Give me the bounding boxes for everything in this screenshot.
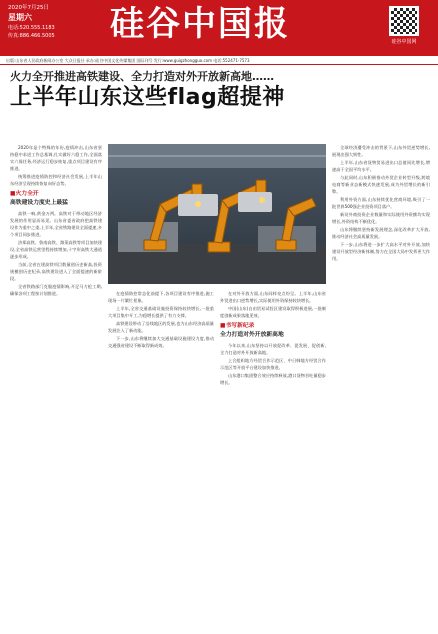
publisher-info-bar: 出版:山东省人民政府新闻办公室 大众日报社 承办:硅谷中国文化传媒集团 国际刊号 发行:www.guigzhongguo.com 电话:552471-7573 bbox=[0, 56, 438, 65]
paragraph: 上半年,山东省货物贸易进出口总值同比增长,增速高于全国平均水平。 bbox=[332, 160, 430, 172]
paragraph: 高铁建设带动了沿线地区的发展,也为山东经济高质量发展注入了新动能。 bbox=[108, 321, 214, 333]
qr-code-icon bbox=[389, 6, 419, 36]
paragraph: 利用外资方面,山东持续优化营商环境,吸引了一批世界500强企业投资项目落户。 bbox=[332, 197, 430, 209]
paragraph: 在对外开放方面,山东同样亮点纷呈。上半年,山东省外贸进出口逆势增长,实际使用外资保持较快增长。 bbox=[220, 291, 326, 303]
paragraph: 下一步,山东将继续加大交通基础设施建设力度,推动交通强省建设不断取得新成效。 bbox=[108, 336, 214, 348]
paragraph: 高铁一响,黄金万两。高铁对于带动地区经济发展的作用显而易见。山东省委省政府把高铁建设作为重中之重,上半年,全省铁路建设全面提速,多个项目同步推进。 bbox=[10, 211, 102, 237]
article-column-2 bbox=[108, 290, 214, 626]
newspaper-logo: 硅谷中国报 bbox=[110, 4, 290, 44]
paragraph: 济郑高铁、鲁南高铁、潍莱高铁等项目加快建设,全省高铁运营里程持续增加,十字形高铁大通道逐步形成。 bbox=[10, 240, 102, 259]
paragraph: 与此同时,山东积极推动外贸企业转型升级,跨境电商等新业态新模式快速发展,成为外贸增长的新引擎。 bbox=[332, 175, 430, 194]
paragraph: 2020年是个特殊的年份,疫情冲击,山东省坚持稳中求进工作总基调,扎实做好六稳工作,全面落实六保任务,经济运行稳步恢复,重点项目建设有序推进。 bbox=[10, 145, 102, 171]
edition-block bbox=[378, 6, 430, 50]
article-headline: 上半年山东这些flag超提神 bbox=[10, 85, 285, 110]
masthead bbox=[0, 0, 438, 56]
article-column-3 bbox=[220, 290, 326, 626]
paragraph: 全球经济遭受冲击的背景下,山东外贸逆势增长,展现出强大韧性。 bbox=[332, 145, 430, 157]
factory-photo bbox=[108, 144, 326, 284]
paragraph: 山东将继续坚持新发展理念,深化改革扩大开放,推动经济社会高质量发展。 bbox=[332, 227, 430, 239]
paragraph: 新设外商投资企业数量和实际使用外资额均实现增长,外资结构不断优化。 bbox=[332, 212, 430, 224]
section-title-2: ■书写新纪录 bbox=[220, 323, 255, 329]
paragraph: 上半年,全省交通基础设施投资保持较快增长,一批重大项目集中开工,为稳增长提供了有力支撑。 bbox=[108, 306, 214, 318]
paragraph: 当前,全省在建高铁项目数量创历史新高,投资规模创历史纪录,高铁建设进入了全面提速的新阶段。 bbox=[10, 262, 102, 281]
phone-number: 电话:520.555.1183 bbox=[8, 25, 55, 31]
issue-date: 2020年7月25日 bbox=[8, 5, 49, 11]
edition-name: 硅谷中国网 bbox=[391, 39, 417, 45]
section-title-1: ■火力全开 bbox=[10, 191, 39, 197]
article-column-1 bbox=[10, 144, 102, 626]
paragraph: 全省铁路部门克服疫情影响,开足马力抢工期,确保各项工程按计划推进。 bbox=[10, 284, 102, 296]
paragraph: 山东港口集团整合效应持续释放,港口货物吞吐量稳步增长。 bbox=[220, 373, 326, 385]
paragraph: 中国(山东)自由贸易试验区建设取得积极进展,一批制度创新成果落地见效。 bbox=[220, 306, 326, 318]
article-column-4 bbox=[332, 144, 430, 626]
issue-weekday: 星期六 bbox=[8, 13, 32, 22]
section-subtitle-2: 全力打造对外开放新高地 bbox=[220, 332, 284, 338]
paragraph: 下一步,山东将进一步扩大高水平对外开放,加快建设开放型经济新体制,努力在全国大局中发挥更大作用。 bbox=[332, 242, 430, 261]
robot-arm-image-icon bbox=[108, 144, 326, 284]
paragraph: 统筹推进疫情防控和经济社会发展,上半年山东经济呈现持续恢复向好态势。 bbox=[10, 174, 102, 186]
paragraph: 在疫情防控常态化前提下,各项目建设有序推进,施工现场一片繁忙景象。 bbox=[108, 291, 214, 303]
paragraph: 上合组织地方经贸合作示范区、中日韩地方经贸合作示范区等开放平台建设加快推进。 bbox=[220, 358, 326, 370]
paragraph: 今年以来,山东坚持以开放促改革、促发展、促创新,全力打造对外开放新高地。 bbox=[220, 343, 326, 355]
masthead-info bbox=[8, 4, 100, 40]
section-subtitle-1: 高铁建设力度史上最猛 bbox=[10, 200, 68, 206]
fax-number: 传真:886.466.5005 bbox=[8, 33, 55, 39]
article-subheadline: 火力全开推进高铁建设、全力打造对外开放新高地…… bbox=[10, 70, 274, 83]
